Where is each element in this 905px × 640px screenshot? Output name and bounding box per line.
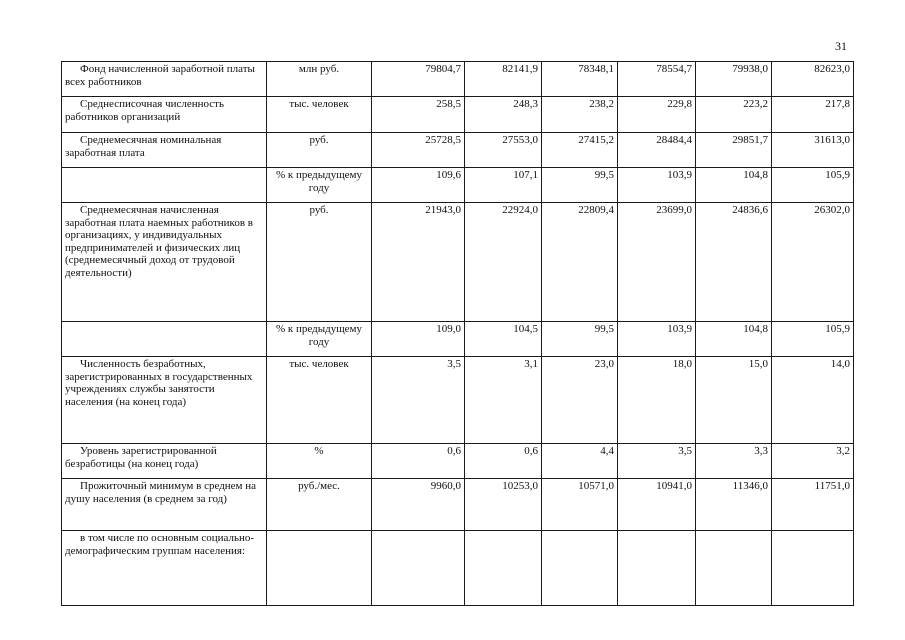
table-row	[62, 97, 854, 133]
value-cell: 82623,0	[772, 62, 854, 97]
value-cell: 22924,0	[465, 203, 542, 322]
value-cell: 103,9	[618, 168, 696, 203]
value-cell: 109,6	[372, 168, 465, 203]
unit-cell: руб./мес.	[267, 479, 372, 531]
unit-cell: тыс. человек	[267, 97, 372, 133]
value-cell: 82141,9	[465, 62, 542, 97]
unit-cell: млн руб.	[267, 62, 372, 97]
value-cell: 79804,7	[372, 62, 465, 97]
indicator-cell: Уровень зарегистрированной безработицы (на конец года)	[62, 444, 267, 479]
value-cell: 78554,7	[618, 62, 696, 97]
value-cell: 258,5	[372, 97, 465, 133]
value-cell: 21943,0	[372, 203, 465, 322]
value-cell: 18,0	[618, 357, 696, 444]
unit-cell: % к предыдущему году	[267, 168, 372, 203]
value-cell: 3,1	[465, 357, 542, 444]
value-cell: 217,8	[772, 97, 854, 133]
table-row	[62, 322, 854, 357]
value-cell: 23699,0	[618, 203, 696, 322]
value-cell	[772, 531, 854, 606]
indicator-cell: Среднесписочная численность работников организаций	[62, 97, 267, 133]
value-cell: 4,4	[542, 444, 618, 479]
value-cell: 23,0	[542, 357, 618, 444]
unit-cell: руб.	[267, 203, 372, 322]
value-cell: 9960,0	[372, 479, 465, 531]
value-cell: 109,0	[372, 322, 465, 357]
indicator-cell: Численность безработных, зарегистрированных в государственных учреждениях службы занятости населения (на конец года)	[62, 357, 267, 444]
value-cell: 103,9	[618, 322, 696, 357]
table-row	[62, 133, 854, 168]
value-cell	[542, 531, 618, 606]
value-cell	[465, 531, 542, 606]
value-cell: 10941,0	[618, 479, 696, 531]
value-cell: 22809,4	[542, 203, 618, 322]
value-cell	[372, 531, 465, 606]
table-row	[62, 357, 854, 444]
value-cell: 27553,0	[465, 133, 542, 168]
statistics-table	[61, 61, 854, 606]
value-cell: 26302,0	[772, 203, 854, 322]
value-cell: 104,8	[696, 168, 772, 203]
value-cell	[618, 531, 696, 606]
value-cell: 3,3	[696, 444, 772, 479]
value-cell: 11751,0	[772, 479, 854, 531]
value-cell: 0,6	[465, 444, 542, 479]
value-cell: 3,5	[372, 357, 465, 444]
value-cell: 3,2	[772, 444, 854, 479]
indicator-cell	[62, 168, 267, 203]
indicator-cell: Фонд начисленной заработной платы всех работников	[62, 62, 267, 97]
indicator-cell	[62, 322, 267, 357]
value-cell	[696, 531, 772, 606]
value-cell: 0,6	[372, 444, 465, 479]
value-cell: 11346,0	[696, 479, 772, 531]
table-row	[62, 531, 854, 606]
table-row	[62, 444, 854, 479]
table-row	[62, 203, 854, 322]
value-cell: 104,8	[696, 322, 772, 357]
value-cell: 25728,5	[372, 133, 465, 168]
table-row	[62, 168, 854, 203]
value-cell: 79938,0	[696, 62, 772, 97]
value-cell: 27415,2	[542, 133, 618, 168]
value-cell: 99,5	[542, 168, 618, 203]
value-cell: 238,2	[542, 97, 618, 133]
table-row	[62, 479, 854, 531]
value-cell: 3,5	[618, 444, 696, 479]
value-cell: 104,5	[465, 322, 542, 357]
value-cell: 105,9	[772, 168, 854, 203]
value-cell: 31613,0	[772, 133, 854, 168]
indicator-cell: Среднемесячная начисленная заработная плата наемных работников в организациях, у индивидуальных предпринимателей и физических лиц (среднемесячный доход от трудовой деятельности)	[62, 203, 267, 322]
unit-cell: руб.	[267, 133, 372, 168]
value-cell: 223,2	[696, 97, 772, 133]
value-cell: 229,8	[618, 97, 696, 133]
indicator-cell: Среднемесячная номинальная заработная плата	[62, 133, 267, 168]
value-cell: 28484,4	[618, 133, 696, 168]
value-cell: 14,0	[772, 357, 854, 444]
indicator-cell: Прожиточный минимум в среднем на душу населения (в среднем за год)	[62, 479, 267, 531]
unit-cell: %	[267, 444, 372, 479]
unit-cell	[267, 531, 372, 606]
value-cell: 248,3	[465, 97, 542, 133]
value-cell: 10253,0	[465, 479, 542, 531]
value-cell: 78348,1	[542, 62, 618, 97]
page-number: 31	[835, 39, 847, 53]
value-cell: 107,1	[465, 168, 542, 203]
value-cell: 29851,7	[696, 133, 772, 168]
table-row	[62, 62, 854, 97]
value-cell: 15,0	[696, 357, 772, 444]
unit-cell: тыс. человек	[267, 357, 372, 444]
value-cell: 105,9	[772, 322, 854, 357]
value-cell: 10571,0	[542, 479, 618, 531]
value-cell: 99,5	[542, 322, 618, 357]
indicator-cell: в том числе по основным социально-демографическим группам населения:	[62, 531, 267, 606]
value-cell: 24836,6	[696, 203, 772, 322]
unit-cell: % к предыдущему году	[267, 322, 372, 357]
